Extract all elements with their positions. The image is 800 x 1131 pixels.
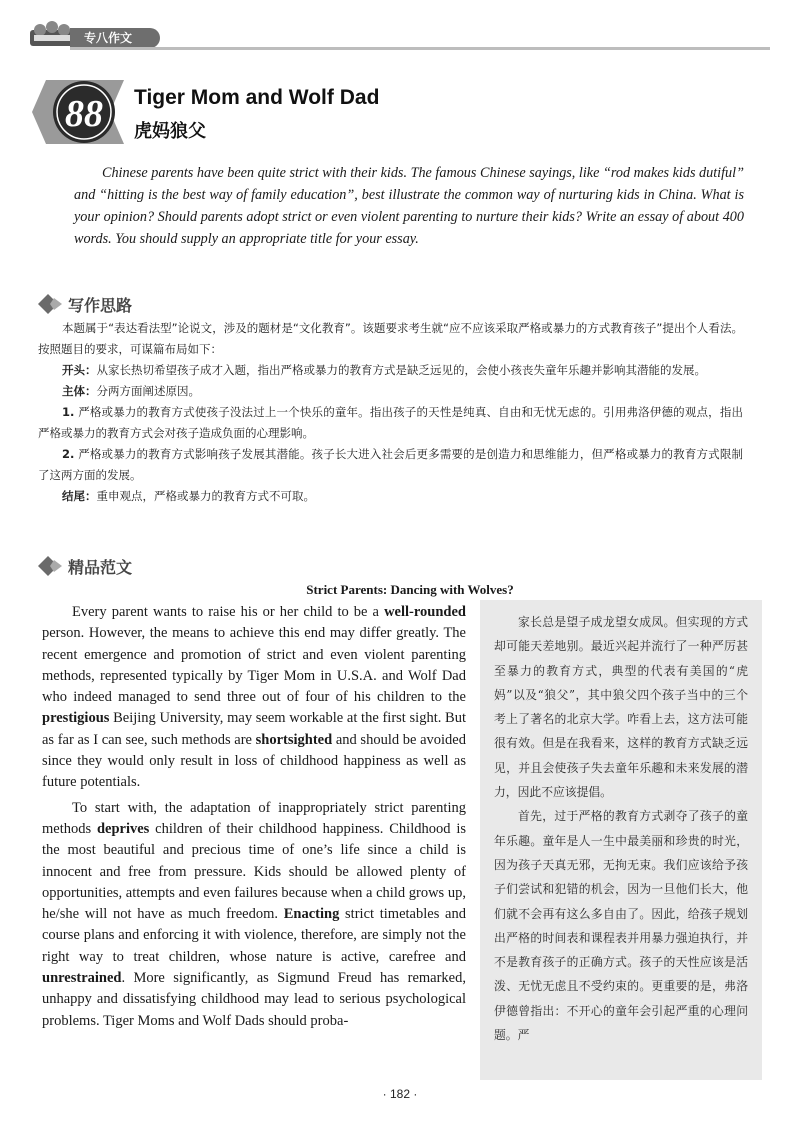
- writing-ideas-heading: [36, 292, 132, 316]
- translation-paragraph-2: 首先，过于严格的教育方式剥夺了孩子的童年乐趣。童年是人一生中最美丽和珍贵的时光，因为孩子天真无邪，无拘无束。我们应该给予孩子们尝试和犯错的机会，因为一旦他们长大，他们就不会再有这么多自由了。因此，给孩子规划出严格的时间表和课程表并用暴力强迫执行，并不是教育孩子的正确方式。孩子的天性应该是活泼、无忧无虑且不受约束的。更重要的是，弗洛伊德曾指出：不开心的童年会引起严重的心理问题。严: [494, 809, 748, 1043]
- essay-paragraph-1: Every parent wants to raise his or her child to be a well-rounded person. However, the means to achieve this end may differ greatly. The recent emergence and promotion of strict and even violent parenting methods, represented typically by Tiger Mom in U.S.A. and Wolf Dad who indeed managed to send three out of four of his children to the prestigious Beijing University, may seem workable at the first sight. But as far as I can see, such methods are shortsighted and should be avoided since they would only result in loss of childhood happiness as well as future potentials.: [42, 604, 466, 791]
- essay-body: [42, 602, 466, 1036]
- sample-heading: [36, 554, 132, 578]
- article-title: Tiger Mom and Wolf Dad: [134, 86, 380, 109]
- ideas-ending: 结尾：重申观点，严格或暴力的教育方式不可取。: [62, 489, 315, 503]
- article-title-chinese: 虎妈狼父: [134, 121, 206, 142]
- diamond-bullet-icon: [36, 292, 64, 316]
- ideas-point-2: 2. 严格或暴力的教育方式影响孩子发展其潜能。孩子长大进入社会后更多需要的是创造力和思维能力，但严格或暴力的教育方式限制了这两方面的发展。: [38, 447, 743, 482]
- translation-paragraph-1: 家长总是望子成龙望女成凤。但实现的方式却可能天差地别。最近兴起并流行了一种严厉甚至暴力的教育方式，典型的代表有美国的“虎妈”以及“狼父”，其中狼父四个孩子当中的三个考上了著名的北京大学。咋看上去，这方法可能很有效。但是在我看来，这样的教育方式缺乏远见，并且会使孩子失去童年乐趣和未来发展的潜力，因此不应该提倡。: [494, 615, 748, 800]
- ideas-intro: 本题属于“表达看法型”论说文，涉及的题材是“文化教育”。该题要求考生就“应不应该采取严格或暴力的方式教育孩子”提出个人看法。按照题目的要求，可谋篇布局如下：: [38, 321, 743, 356]
- essay-prompt: Chinese parents have been quite strict with their kids. The famous Chinese sayings, like “rod makes kids dutiful” and “hitting is the best way of family education”, best illustrate the common way of nurturing kids in China. What is your opinion? Should parents adopt strict or even violent parenting to nurture their kids? Write an essay of about 400 words. You should supply an appropriate title for your essay.: [74, 165, 744, 247]
- ideas-body: 主体：分两方面阐述原因。: [62, 384, 200, 398]
- page-number: · 182 ·: [382, 1087, 418, 1101]
- essay-paragraph-2: To start with, the adaptation of inappropriately strict parenting methods deprives children of their childhood happiness. Childhood is the most beautiful and precious time of one’s life since a child is innocent and free from pressure. Kids should be allowed plenty of opportunities, attempts and even failures because when a child grows up, he/she will not have as much freedom. Enacting strict timetables and course plans and enforcing it with violence, therefore, are simply not the right way to treat children, whose nature is active, carefree and unrestrained. More significantly, as Sigmund Freud has remarked, unhappy and dissatisfying childhood may lead to serious psychological problems. Tiger Moms and Wolf Dads should proba-: [42, 799, 466, 1029]
- translation-sidebar: [480, 600, 762, 1080]
- sample-title: 精品范文: [68, 557, 133, 577]
- article-number-badge: [28, 72, 138, 152]
- writing-ideas-title: 写作思路: [68, 295, 133, 315]
- article-number: 88: [65, 93, 103, 135]
- writing-ideas-body: [38, 318, 743, 507]
- essay-title: Strict Parents: Dancing with Wolves?: [306, 582, 514, 597]
- diamond-bullet-icon: [36, 554, 64, 578]
- ideas-point-1: 1. 严格或暴力的教育方式使孩子没法过上一个快乐的童年。指出孩子的天性是纯真、自由和无忧无虑的。引用弗洛伊德的观点，指出严格或暴力的教育方式会对孩子造成负面的心理影响。: [38, 405, 743, 440]
- section-tab: 专八作文: [70, 28, 160, 48]
- ideas-opening: 开头：从家长热切希望孩子成才入题，指出严格或暴力的教育方式是缺乏远见的，会使小孩丧失童年乐趣并影响其潜能的发展。: [62, 363, 706, 377]
- header-rule: [70, 47, 770, 50]
